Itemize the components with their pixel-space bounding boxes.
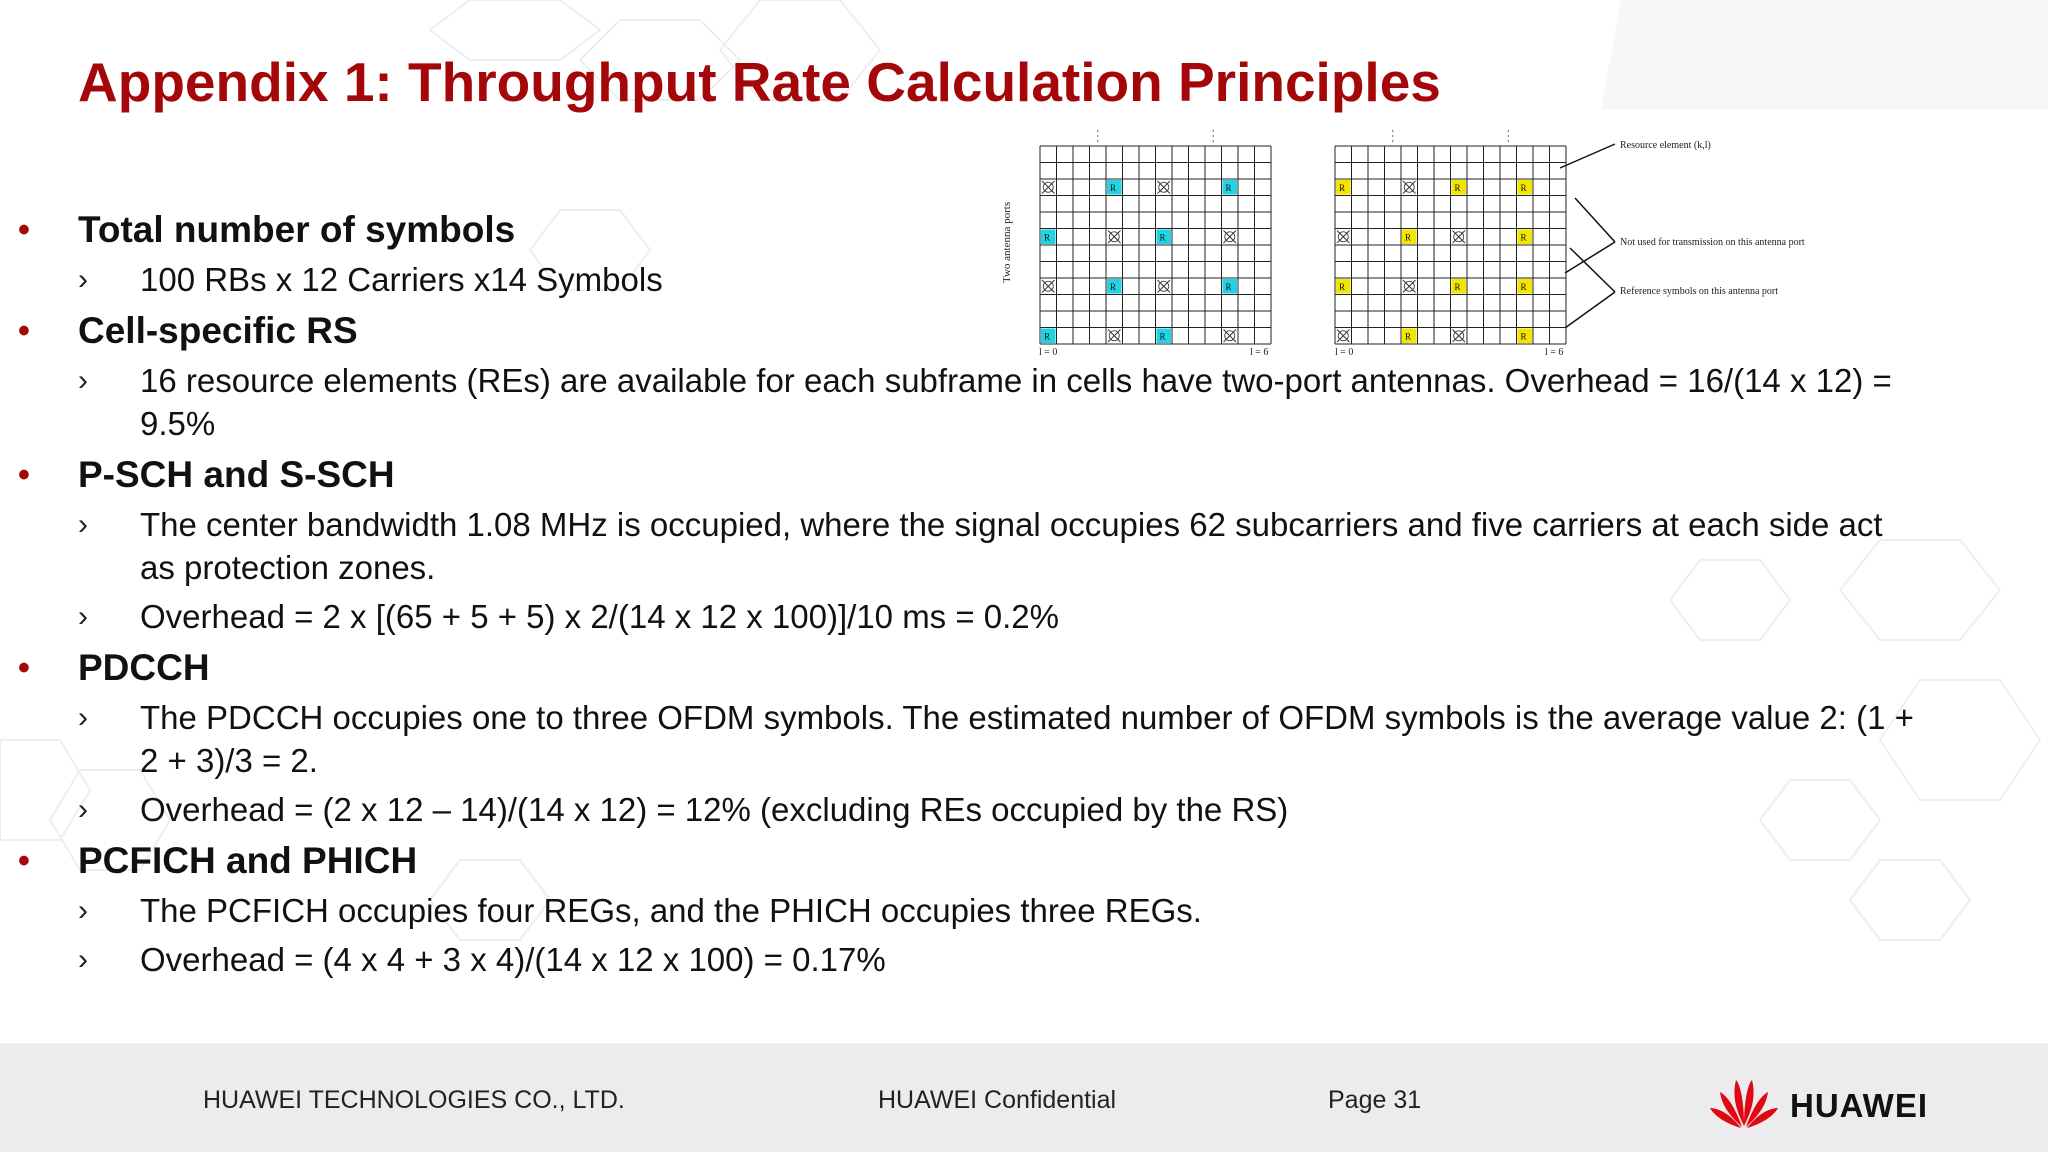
sub-bullet-text: Overhead = 2 x [(65 + 5 + 5) x 2/(14 x 12 x 100)]/10 ms = 0.2% (140, 598, 1060, 635)
reference-signal-label: R (1520, 282, 1527, 292)
footer-page-number: Page 31 (1328, 1086, 1422, 1114)
axis-label-l6-left: l = 6 (1250, 347, 1269, 358)
bullet-total-symbols (0, 208, 1960, 301)
reference-signal-label: R (1405, 232, 1412, 243)
reference-signal-label: R (1454, 183, 1461, 193)
huawei-logo-icon (1706, 1070, 1782, 1130)
annotation-reference-symbols: Reference symbols on this antenna port (1620, 286, 1779, 297)
reference-signal-label: R (1044, 232, 1051, 243)
unused-cell (1158, 181, 1171, 194)
sub-bullet-mark: › (78, 508, 88, 541)
bullet-psch-ssch (0, 453, 1960, 638)
reference-signal-label: R (1520, 331, 1527, 342)
huawei-logo-text: HUAWEI (1790, 1087, 1928, 1124)
sub-bullet-text: Overhead = (4 x 4 + 3 x 4)/(14 x 12 x 100) = 0.17% (140, 941, 886, 978)
slide-title: Appendix 1: Throughput Rate Calculation Principles (78, 51, 1441, 113)
reference-signal-label: R (1405, 331, 1412, 342)
bullet-heading: Total number of symbols (78, 209, 516, 250)
bullet-dot: • (18, 456, 30, 494)
sub-bullet-text: Overhead = (2 x 12 – 14)/(14 x 12) = 12% (excluding REs occupied by the RS) (140, 791, 1289, 828)
sub-bullet-mark: › (78, 793, 88, 826)
bullet-list (0, 200, 1960, 981)
annotation-not-used: Not used for transmission on this antenna port (1620, 237, 1805, 248)
annotation-resource-element: Resource element (k,l) (1620, 140, 1711, 151)
reference-signal-label: R (1520, 183, 1527, 193)
sub-bullet-text: 16 resource elements (REs) are available for each subframe in cells have two-port antennas. Overhead = 16/(14 x 12) = 9.5% (140, 362, 1892, 442)
footer-confidential: HUAWEI Confidential (878, 1086, 1117, 1114)
sub-bullet-text: The center bandwidth 1.08 MHz is occupied, where the signal occupies 62 subcarriers and five carriers at each side act as protection zones. (140, 506, 1883, 586)
sub-bullet-text: The PCFICH occupies four REGs, and the PHICH occupies three REGs. (140, 892, 1202, 929)
reference-signal-label: R (1520, 232, 1527, 243)
reference-signal-label: R (1110, 282, 1117, 292)
reference-signal-label: R (1044, 331, 1051, 342)
sub-bullet-mark: › (78, 364, 88, 397)
sub-bullet-mark: › (78, 600, 88, 633)
reference-signal-label: R (1225, 282, 1232, 292)
bullet-pdcch (0, 646, 1960, 831)
sub-bullet-mark: › (78, 701, 88, 734)
unused-cell (1403, 181, 1416, 194)
reference-signal-label: R (1339, 183, 1346, 193)
bullet-dot: • (18, 211, 30, 249)
bullet-dot: • (18, 842, 30, 880)
reference-signal-label: R (1159, 331, 1166, 342)
axis-label-l6-right: l = 6 (1545, 347, 1564, 358)
sub-bullet-mark: › (78, 894, 88, 927)
footer-company: HUAWEI TECHNOLOGIES CO., LTD. (203, 1086, 625, 1114)
reference-signal-label: R (1159, 232, 1166, 243)
bullet-heading: Cell-specific RS (78, 310, 358, 351)
bullet-heading: PCFICH and PHICH (78, 840, 418, 881)
sub-bullet-mark: › (78, 943, 88, 976)
axis-label-l0-left: l = 0 (1039, 347, 1058, 358)
sub-bullet-text: The PDCCH occupies one to three OFDM symbols. The estimated number of OFDM symbols is the average value 2: (1 + 2 + 3)/3 = 2. (140, 699, 1914, 779)
bullet-heading: P-SCH and S-SCH (78, 454, 395, 495)
reference-signal-label: R (1454, 282, 1461, 292)
bullet-cell-specific-rs (0, 309, 1960, 445)
reference-signal-label: R (1110, 183, 1117, 193)
axis-label-l0-right: l = 0 (1335, 347, 1354, 358)
bullet-heading: PDCCH (78, 647, 210, 688)
unused-cell (1042, 181, 1055, 194)
reference-signal-label: R (1225, 183, 1232, 193)
sub-bullet-mark: › (78, 263, 88, 296)
bullet-dot: • (18, 649, 30, 687)
sub-bullet-text: 100 RBs x 12 Carriers x14 Symbols (140, 261, 663, 298)
figure-y-axis-label: Two antenna ports (1001, 201, 1013, 283)
bullet-pcfich-phich (0, 839, 1960, 981)
bullet-dot: • (18, 312, 30, 350)
footer-slant-decoration (1598, 0, 2048, 109)
reference-signal-label: R (1339, 282, 1346, 292)
